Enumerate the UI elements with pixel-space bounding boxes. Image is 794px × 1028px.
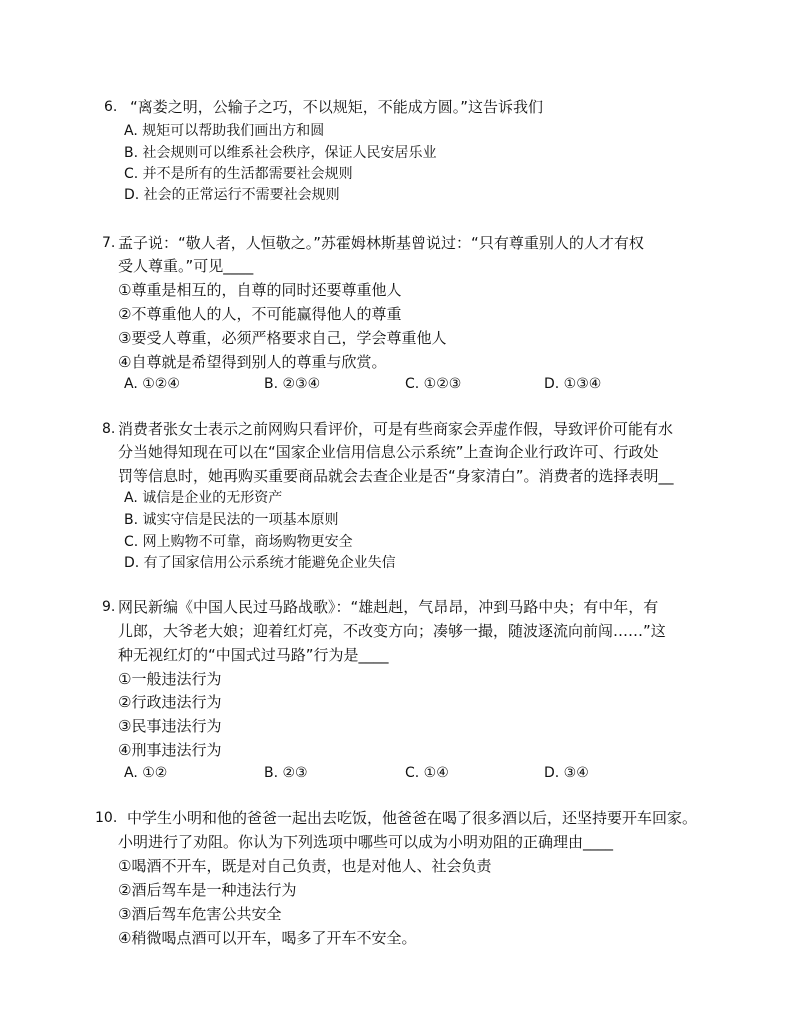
statement-2: ②行政违法行为 [118,693,222,711]
statement-4: ④稍微喝点酒可以开车，喝多了开车不安全。 [118,929,417,947]
statement-4: ④刑事违法行为 [118,741,222,759]
question-number: 7. [102,235,116,251]
statement-1: ①尊重是相互的，自尊的同时还要尊重他人 [118,281,402,299]
option-b: B. 诚实守信是民法的一项基本原则 [124,512,339,528]
question-stem: 孟子说：“敬人者，人恒敬之。”苏霍姆林斯基曾说过：“只有尊重别人的人才有权 [118,234,644,252]
question-stem: 种无视红灯的“中国式过马路”行为是____ [118,646,389,664]
statement-3: ③酒后驾车危害公共安全 [118,905,282,923]
option-d: D. ①③④ [544,376,602,392]
question-stem: 受人尊重。”可见____ [118,257,254,275]
statement-1: ①喝酒不开车，既是对自己负责，也是对他人、社会负责 [118,857,492,875]
option-b: B. 社会规则可以维系社会秩序，保证人民安居乐业 [124,145,437,161]
question-stem: 网民新编《中国人民过马路战歌》：“雄赳赳，气昂昂，冲到马路中央；有中年，有 [118,598,659,616]
option-a: A. 诚信是企业的无形资产 [124,490,283,506]
statement-3: ③要受人尊重，必须严格要求自己，学会尊重他人 [118,329,447,347]
option-c: C. ①②③ [405,376,462,392]
statement-3: ③民事违法行为 [118,717,222,735]
option-b: B. ②③ [264,765,308,781]
option-d: D. ③④ [544,765,589,781]
question-stem: 小明进行了劝阻。你认为下列选项中哪些可以成为小明劝阻的正确理由____ [118,833,614,851]
question-number: 10. [95,810,118,826]
question-number: 8. [102,421,116,437]
statement-4: ④自尊就是希望得到别人的尊重与欣赏。 [118,353,387,371]
question-stem: 消费者张女士表示之前网购只看评价，可是有些商家会弄虚作假，导致评价可能有水 [118,420,674,438]
question-number: 9. [102,599,116,615]
statement-1: ①一般违法行为 [118,670,222,688]
option-d: D. 社会的正常运行不需要社会规则 [124,187,340,203]
question-stem: 儿郎，大爷老大娘；迎着红灯亮，不改变方向；凑够一撮，随波逐流向前闯……”这 [118,622,666,640]
question-stem: 罚等信息时，她再购买重要商品就会去查企业是否“身家清白”。消费者的选择表明__ [118,467,674,485]
statement-2: ②不尊重他人的人，不可能赢得他人的尊重 [118,305,402,323]
option-a: A. ①②④ [124,376,180,392]
option-c: C. 并不是所有的生活都需要社会规则 [124,166,353,182]
question-stem: 中学生小明和他的爸爸一起出去吃饭，他爸爸在喝了很多酒以后，还坚持要开车回家。 [127,809,698,827]
question-number: 6. [104,99,118,115]
question-stem: 分当她得知现在可以在“国家企业信用信息公示系统”上查询企业行政许可、行政处 [118,443,659,461]
option-d: D. 有了国家信用公示系统才能避免企业失信 [124,555,396,571]
option-c: C. 网上购物不可靠，商场购物更安全 [124,534,353,550]
option-a: A. ①② [124,765,168,781]
option-c: C. ①④ [405,765,449,781]
question-stem: “离娄之明，公输子之巧，不以规矩，不能成方圆。”这告诉我们 [130,98,544,116]
statement-2: ②酒后驾车是一种违法行为 [118,881,297,899]
option-a: A. 规矩可以帮助我们画出方和圆 [124,123,325,139]
option-b: B. ②③④ [264,376,321,392]
